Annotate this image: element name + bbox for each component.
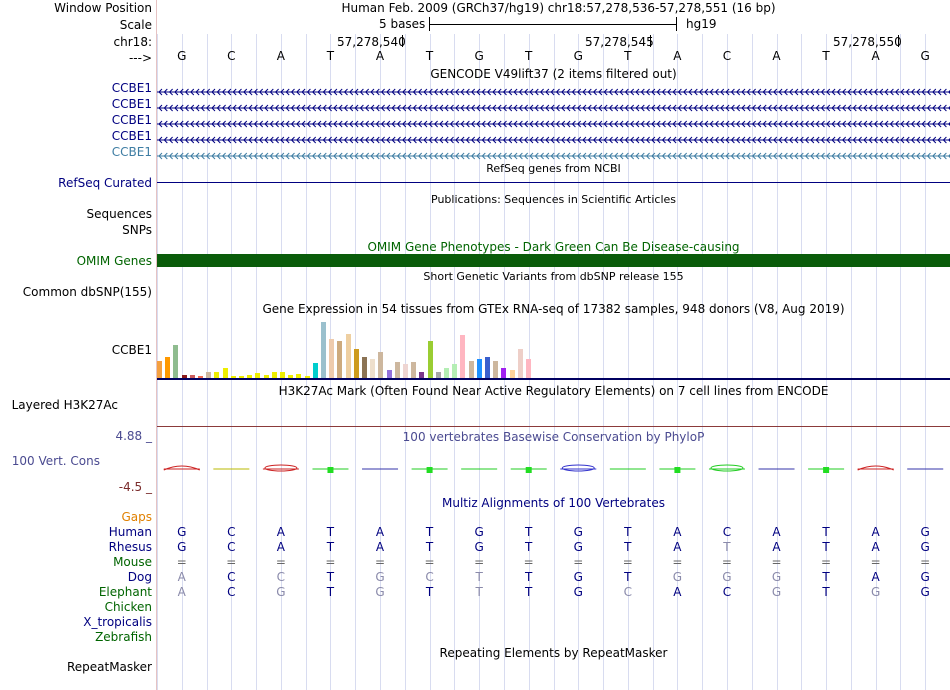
alignment-base: T bbox=[475, 570, 483, 584]
alignment-base: = bbox=[870, 555, 881, 569]
alignment-base: C bbox=[227, 540, 236, 554]
coordinate-tick bbox=[898, 35, 899, 47]
alignment-base: C bbox=[425, 570, 434, 584]
refseq-track-label[interactable]: RefSeq Curated bbox=[58, 176, 152, 190]
gtex-bar-chart[interactable] bbox=[157, 316, 537, 378]
gtex-tissue-bar[interactable] bbox=[477, 359, 482, 378]
alignment-base: T bbox=[525, 585, 533, 599]
scale-bar bbox=[429, 17, 677, 31]
phylop-score-glyph[interactable] bbox=[412, 467, 448, 473]
phylop-conservation-plot[interactable] bbox=[157, 458, 950, 488]
gencode-track-label[interactable]: CCBE1 bbox=[111, 145, 152, 159]
base-letter: T bbox=[624, 49, 632, 63]
base-letter: T bbox=[525, 49, 533, 63]
pubs-track-title: Publications: Sequences in Scientific Articles bbox=[431, 193, 676, 206]
phylop-score-glyph[interactable] bbox=[709, 465, 745, 471]
gencode-transcript[interactable] bbox=[157, 101, 950, 107]
alignment-base: G bbox=[920, 540, 930, 554]
omim-gene-bar[interactable] bbox=[157, 254, 950, 267]
alignment-base: G bbox=[276, 585, 286, 599]
alignment-base: G bbox=[375, 570, 385, 584]
gtex-tissue-bar[interactable] bbox=[493, 361, 498, 378]
coordinate-tick-label: 57,278,550 bbox=[833, 35, 902, 49]
alignment-base: = bbox=[226, 555, 237, 569]
alignment-base: G bbox=[771, 585, 782, 599]
alignment-base: C bbox=[227, 525, 236, 539]
phylop-max-label: 4.88 _ bbox=[115, 429, 152, 443]
coordinate-tick-label: 57,278,540 bbox=[337, 35, 406, 49]
alignment-base: G bbox=[920, 570, 930, 584]
gtex-tissue-bar[interactable] bbox=[460, 335, 465, 378]
window-position-value bbox=[157, 1, 950, 15]
gtex-tissue-bar[interactable] bbox=[428, 341, 433, 378]
alignment-base: T bbox=[326, 540, 335, 554]
alignment-base: = bbox=[771, 555, 782, 569]
sequences-track-label[interactable]: Sequences bbox=[86, 207, 152, 221]
alignment-base: C bbox=[227, 585, 236, 599]
alignment-base: G bbox=[573, 570, 583, 584]
alignment-base: T bbox=[525, 525, 533, 539]
gencode-track-title: GENCODE V49lift37 (2 items filtered out) bbox=[430, 67, 677, 81]
alignment-base: = bbox=[721, 555, 732, 569]
phylop-score-glyph[interactable] bbox=[164, 466, 200, 470]
strand-label: ---> bbox=[128, 51, 152, 65]
alignment-base: G bbox=[375, 585, 385, 599]
h3k27ac-track-title: H3K27Ac Mark (Often Found Near Active Regulatory Elements) on 7 cell lines from ENCODE bbox=[278, 384, 829, 398]
dbsnp-track-label[interactable]: Common dbSNP(155) bbox=[22, 285, 152, 299]
alignment-base: T bbox=[525, 570, 533, 584]
refseq-track-title: RefSeq genes from NCBI bbox=[486, 162, 621, 175]
alignment-base: A bbox=[871, 525, 880, 539]
alignment-base: A bbox=[375, 525, 385, 539]
window-position-label: Window Position bbox=[54, 1, 152, 15]
gtex-track-title: Gene Expression in 54 tissues from GTEx RNA-seq of 17382 samples, 948 donors (V8, Aug 2019) bbox=[262, 302, 845, 316]
species-label-human[interactable]: Human bbox=[108, 525, 152, 539]
gtex-tissue-bar[interactable] bbox=[337, 341, 342, 378]
phylop-score-glyph[interactable] bbox=[659, 467, 695, 473]
gtex-track-label[interactable]: CCBE1 bbox=[111, 343, 152, 357]
gtex-tissue-bar[interactable] bbox=[395, 362, 400, 378]
alignment-base: T bbox=[326, 585, 335, 599]
alignment-base: T bbox=[822, 540, 830, 554]
alignment-base: A bbox=[772, 525, 781, 539]
alignment-base: G bbox=[177, 540, 187, 554]
alignment-base: = bbox=[275, 555, 286, 569]
multiz-track-title: Multiz Alignments of 100 Vertebrates bbox=[441, 496, 666, 510]
alignment-base: A bbox=[177, 570, 186, 584]
gtex-tissue-bar[interactable] bbox=[157, 361, 162, 378]
base-letter: C bbox=[722, 49, 732, 63]
gtex-tissue-bar[interactable] bbox=[362, 357, 367, 378]
gtex-tissue-bar[interactable] bbox=[501, 368, 506, 378]
alignment-base: = bbox=[325, 555, 336, 569]
species-label-xtropicalis[interactable]: X_tropicalis bbox=[83, 615, 152, 629]
gtex-tissue-bar[interactable] bbox=[444, 368, 449, 378]
alignment-base: A bbox=[772, 540, 781, 554]
phylop-score-glyph[interactable] bbox=[312, 467, 348, 473]
alignment-base: A bbox=[871, 540, 880, 554]
alignment-base: = bbox=[573, 555, 584, 569]
alignment-base: T bbox=[624, 525, 632, 539]
coordinate-tick-label: 57,278,545 bbox=[585, 35, 654, 49]
alignment-base: T bbox=[475, 585, 483, 599]
alignment-base: G bbox=[474, 525, 484, 539]
gtex-tissue-bar[interactable] bbox=[370, 359, 375, 378]
gtex-tissue-bar[interactable] bbox=[403, 364, 408, 378]
repeatmasker-track-label[interactable]: RepeatMasker bbox=[66, 660, 152, 674]
alignment-base: A bbox=[375, 540, 385, 554]
base-letter: A bbox=[772, 49, 781, 63]
phylop-score-glyph[interactable] bbox=[511, 467, 547, 473]
track-label-sidebar bbox=[0, 0, 157, 690]
alignment-base: G bbox=[573, 525, 583, 539]
species-label-dog[interactable]: Dog bbox=[127, 570, 152, 584]
gtex-tissue-bar[interactable] bbox=[411, 362, 416, 378]
gtex-tissue-bar[interactable] bbox=[518, 349, 523, 378]
alignment-base: T bbox=[822, 585, 830, 599]
alignment-base: = bbox=[374, 555, 386, 569]
alignment-base: G bbox=[474, 540, 484, 554]
gencode-transcript[interactable] bbox=[157, 149, 950, 155]
species-label-mouse[interactable]: Mouse bbox=[113, 555, 152, 569]
gencode-track-label[interactable]: CCBE1 bbox=[111, 113, 152, 127]
alignment-base: T bbox=[525, 540, 533, 554]
species-label-zebrafish[interactable]: Zebrafish bbox=[95, 630, 152, 644]
alignment-base: G bbox=[177, 525, 187, 539]
phylop-track-label[interactable]: 100 Vert. Cons bbox=[11, 454, 100, 468]
base-letter: G bbox=[474, 49, 484, 63]
gencode-transcript[interactable] bbox=[157, 133, 950, 139]
alignment-base: T bbox=[822, 570, 830, 584]
alignment-base: G bbox=[870, 585, 881, 599]
alignment-base: T bbox=[624, 540, 632, 554]
alignment-base: A bbox=[177, 585, 186, 599]
alignment-base: G bbox=[573, 540, 583, 554]
gtex-tissue-bar[interactable] bbox=[165, 357, 170, 378]
gtex-tissue-bar[interactable] bbox=[510, 370, 515, 378]
gtex-tissue-bar[interactable] bbox=[354, 349, 359, 378]
coordinate-tick bbox=[650, 35, 651, 47]
base-letter: G bbox=[573, 49, 583, 63]
alignment-base: = bbox=[920, 555, 931, 569]
refseq-gene-line[interactable] bbox=[157, 182, 950, 183]
species-label-chicken[interactable]: Chicken bbox=[104, 600, 152, 614]
base-letter: C bbox=[227, 49, 236, 63]
track-data-area[interactable] bbox=[157, 0, 950, 690]
alignment-base: = bbox=[424, 555, 435, 569]
scale-label: Scale bbox=[119, 18, 152, 32]
gtex-tissue-bar[interactable] bbox=[329, 339, 334, 378]
alignment-base: T bbox=[425, 525, 434, 539]
base-letter: A bbox=[673, 49, 682, 63]
alignment-base: G bbox=[920, 585, 930, 599]
gtex-tissue-bar[interactable] bbox=[321, 322, 326, 378]
base-letter: A bbox=[375, 49, 385, 63]
phylop-score-glyph[interactable] bbox=[858, 466, 894, 470]
alignment-base: T bbox=[723, 540, 731, 554]
phylop-track-title: 100 vertebrates Basewise Conservation by PhyloP bbox=[402, 430, 705, 444]
gencode-transcript[interactable] bbox=[157, 85, 950, 91]
base-letter: A bbox=[871, 49, 880, 63]
alignment-base: C bbox=[227, 570, 236, 584]
alignment-base: A bbox=[673, 525, 682, 539]
h3k27ac-baseline bbox=[157, 426, 950, 427]
base-letter: T bbox=[326, 49, 335, 63]
gtex-tissue-bar[interactable] bbox=[378, 352, 383, 378]
alignment-base: C bbox=[623, 585, 632, 599]
alignment-base: G bbox=[573, 585, 583, 599]
alignment-base: C bbox=[722, 585, 732, 599]
species-label-elephant[interactable]: Elephant bbox=[98, 585, 152, 599]
alignment-base: T bbox=[425, 540, 434, 554]
snps-track-label[interactable]: SNPs bbox=[122, 223, 152, 237]
base-letter: T bbox=[425, 49, 434, 63]
alignment-base: T bbox=[326, 570, 335, 584]
phylop-score-glyph[interactable] bbox=[560, 465, 596, 471]
dbsnp-track-title: Short Genetic Variants from dbSNP release 155 bbox=[423, 270, 684, 283]
omim-track-title: OMIM Gene Phenotypes - Dark Green Can Be Disease-causing bbox=[367, 240, 740, 254]
alignment-base: C bbox=[276, 570, 286, 584]
alignment-base: = bbox=[176, 555, 187, 569]
species-label-rhesus[interactable]: Rhesus bbox=[108, 540, 152, 554]
gtex-tissue-bar[interactable] bbox=[469, 361, 474, 378]
alignment-base: = bbox=[821, 555, 832, 569]
window-position-text: Human Feb. 2009 (GRCh37/hg19) chr18:57,278,536-57,278,551 (16 bp) bbox=[341, 1, 776, 15]
alignment-base: G bbox=[722, 570, 732, 584]
gtex-tissue-bar[interactable] bbox=[526, 359, 531, 378]
base-letter: G bbox=[177, 49, 187, 63]
species-label-gaps[interactable]: Gaps bbox=[121, 510, 152, 524]
gencode-transcript[interactable] bbox=[157, 117, 950, 123]
alignment-base: A bbox=[673, 540, 682, 554]
alignment-base: C bbox=[722, 525, 732, 539]
phylop-min-label: -4.5 _ bbox=[118, 480, 152, 494]
alignment-base: = bbox=[523, 555, 534, 569]
base-letter: G bbox=[920, 49, 930, 63]
gtex-tissue-bar[interactable] bbox=[223, 368, 228, 378]
alignment-base: A bbox=[673, 585, 682, 599]
gtex-tissue-bar[interactable] bbox=[452, 364, 457, 378]
alignment-base: G bbox=[920, 525, 930, 539]
alignment-base: G bbox=[771, 570, 782, 584]
alignment-base: A bbox=[871, 570, 880, 584]
gencode-track-label[interactable]: CCBE1 bbox=[111, 81, 152, 95]
alignment-base: = bbox=[672, 555, 683, 569]
alignment-base: = bbox=[622, 555, 633, 569]
phylop-score-glyph[interactable] bbox=[808, 467, 844, 473]
alignment-base: T bbox=[425, 585, 434, 599]
gtex-tissue-bar[interactable] bbox=[173, 345, 178, 378]
phylop-score-glyph[interactable] bbox=[263, 465, 299, 471]
alignment-base: A bbox=[276, 540, 285, 554]
alignment-base: T bbox=[822, 525, 830, 539]
gtex-tissue-bar[interactable] bbox=[313, 363, 318, 378]
h3k27ac-track-label[interactable]: Layered H3K27Ac bbox=[11, 398, 118, 412]
gtex-tissue-bar[interactable] bbox=[485, 357, 490, 378]
alignment-base: = bbox=[474, 555, 485, 569]
gencode-track-label[interactable]: CCBE1 bbox=[111, 129, 152, 143]
gtex-tissue-bar[interactable] bbox=[387, 370, 392, 378]
gtex-tissue-bar[interactable] bbox=[346, 334, 351, 378]
omim-track-label[interactable]: OMIM Genes bbox=[76, 254, 152, 268]
gtex-baseline bbox=[157, 378, 950, 380]
gencode-track-label[interactable]: CCBE1 bbox=[111, 97, 152, 111]
chrom-label: chr18: bbox=[113, 35, 152, 49]
base-letter: T bbox=[822, 49, 830, 63]
scale-value: 5 bases bbox=[379, 17, 426, 31]
alignment-base: T bbox=[624, 570, 632, 584]
coordinate-tick bbox=[402, 35, 403, 47]
alignment-base: A bbox=[276, 525, 285, 539]
scale-assembly: hg19 bbox=[686, 17, 717, 31]
alignment-base: T bbox=[326, 525, 335, 539]
base-letter: A bbox=[276, 49, 285, 63]
repeatmasker-track-title: Repeating Elements by RepeatMasker bbox=[439, 646, 668, 660]
alignment-base: G bbox=[672, 570, 683, 584]
